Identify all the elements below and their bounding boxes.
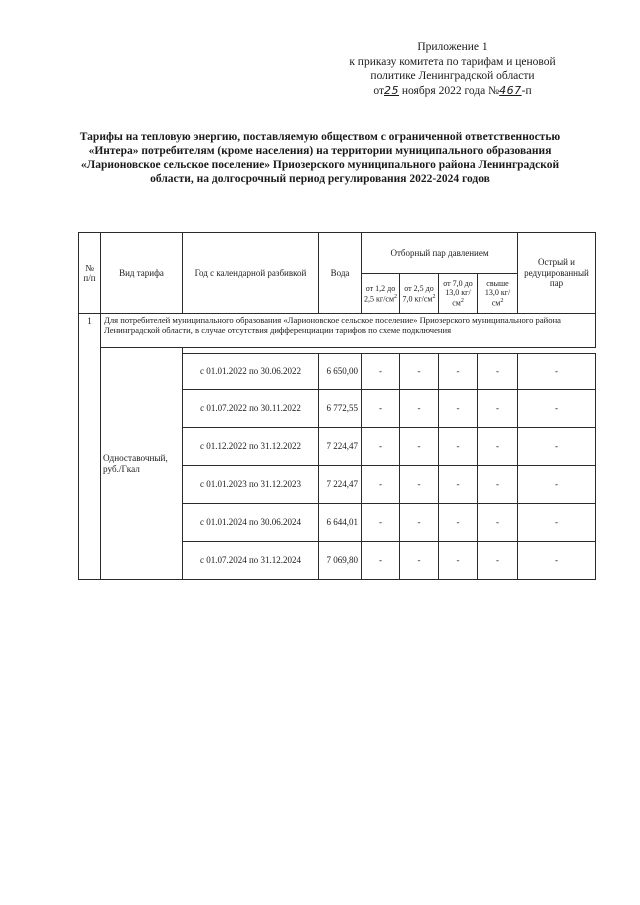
dash-cell: -: [478, 390, 518, 428]
dash-cell: -: [362, 428, 400, 466]
dash-cell: -: [400, 504, 439, 542]
dash-cell: -: [400, 428, 439, 466]
water-value: 7 224,47: [319, 466, 362, 504]
dash-cell: -: [400, 390, 439, 428]
header-steam-group: Отборный пар давлением: [362, 233, 518, 274]
period-cell: с 01.12.2022 по 31.12.2022: [183, 428, 319, 466]
water-value: 7 224,47: [319, 428, 362, 466]
water-value: 6 772,55: [319, 390, 362, 428]
appendix-title: Приложение 1: [417, 41, 488, 53]
dash-cell: -: [362, 354, 400, 390]
order-suffix: -п: [521, 84, 532, 97]
dash-cell: -: [439, 466, 478, 504]
dash-cell: -: [439, 354, 478, 390]
dash-cell: -: [400, 466, 439, 504]
appendix-order-line: к приказу комитета по тарифам и ценовой: [349, 55, 556, 68]
dash-cell: -: [518, 466, 596, 504]
dash-cell: -: [439, 504, 478, 542]
dash-cell: -: [478, 428, 518, 466]
period-cell: с 01.07.2022 по 30.11.2022: [183, 390, 319, 428]
description-row: [79, 314, 596, 348]
period-cell: с 01.07.2024 по 31.12.2024: [183, 542, 319, 580]
header-year: Год с календарной разбивкой: [183, 233, 319, 314]
dash-cell: -: [400, 354, 439, 390]
date-middle: ноября 2022 года №: [401, 84, 500, 97]
appendix-date-line: [330, 84, 575, 99]
appendix-committee-line: политике Ленинградской области: [370, 70, 535, 82]
header-pressure-4: свыше 13,0 $кг/см^2$: [478, 274, 518, 314]
period-cell: с 01.01.2022 по 30.06.2022: [183, 354, 319, 390]
dash-cell: -: [478, 504, 518, 542]
tariff-type-label: Одноставочный, руб./Гкал: [101, 348, 183, 580]
row-number: 1: [79, 314, 101, 580]
water-value: 6 650,00: [319, 354, 362, 390]
dash-cell: -: [518, 504, 596, 542]
header-pressure-3: от 7,0 до 13,0 $кг/см^2$: [439, 274, 478, 314]
water-value: 7 069,80: [319, 542, 362, 580]
dash-cell: -: [439, 390, 478, 428]
dash-cell: -: [439, 542, 478, 580]
dash-cell: -: [362, 504, 400, 542]
dash-cell: -: [478, 542, 518, 580]
appendix-header: [330, 40, 575, 98]
dash-cell: -: [478, 354, 518, 390]
period-cell: с 01.01.2024 по 30.06.2024: [183, 504, 319, 542]
period-cell: с 01.01.2023 по 31.12.2023: [183, 466, 319, 504]
dash-cell: -: [478, 466, 518, 504]
header-row-1: [79, 233, 596, 274]
dash-cell: -: [362, 466, 400, 504]
consumer-description: Для потребителей муниципального образования «Ларионовское сельское поселение» Приозерского муниципального района Ленинградской области, в случае отсутствия дифференциации тарифов по схеме подключения: [101, 314, 596, 348]
header-pressure-1: от 1,2 до 2,5 $кг/см^2$: [362, 274, 400, 314]
dash-cell: -: [400, 542, 439, 580]
dash-cell: -: [518, 354, 596, 390]
date-day: 25: [383, 83, 399, 97]
dash-cell: -: [439, 428, 478, 466]
header-num: № п/п: [79, 233, 101, 314]
water-value: 6 644,01: [319, 504, 362, 542]
header-pressure-2: от 2,5 до 7,0 $кг/см^2$: [400, 274, 439, 314]
dash-cell: -: [518, 428, 596, 466]
header-sharp-steam: Острый и редуцированный пар: [518, 233, 596, 314]
dash-cell: -: [518, 542, 596, 580]
tariff-table: [78, 232, 596, 580]
document-title: Тарифы на тепловую энергию, поставляемую обществом с ограниченной ответственностью «Интера» потребителям (кроме населения) на территории муниципального образования «Ларионовское сельское поселение» Приозерского муниципального района Ленинградской области, на долгосрочный период регулирования 2022-2024 годов: [79, 131, 561, 185]
header-water: Вода: [319, 233, 362, 314]
dash-cell: -: [518, 390, 596, 428]
date-prefix: от: [373, 84, 384, 97]
dash-cell: -: [362, 390, 400, 428]
dash-cell: -: [362, 542, 400, 580]
order-number: 467: [499, 83, 522, 97]
header-tariff-type: Вид тарифа: [101, 233, 183, 314]
